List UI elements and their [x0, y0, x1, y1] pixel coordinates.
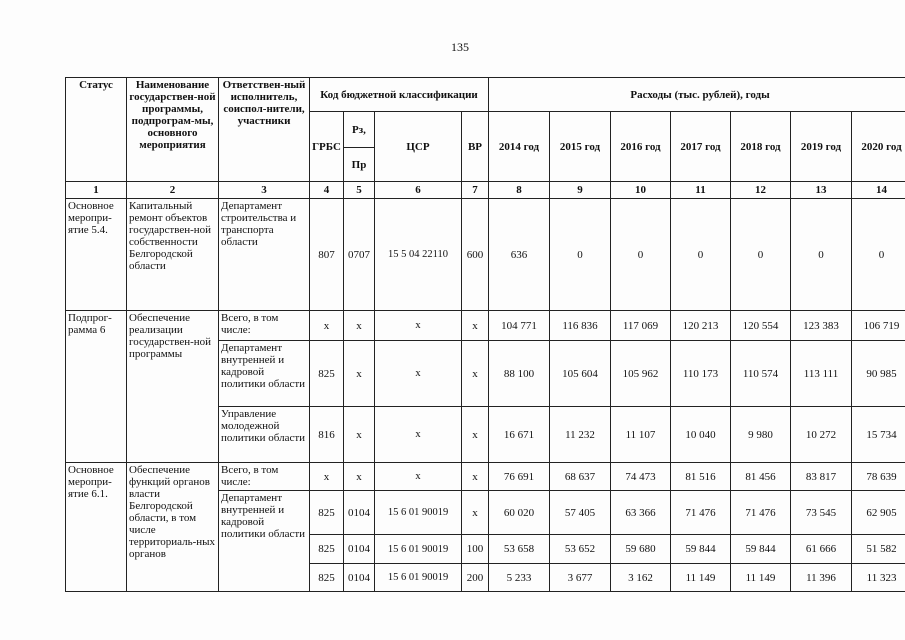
value-cell: 106 719	[852, 311, 905, 341]
table-row	[66, 311, 905, 341]
name-cell: Обеспечение функций органов власти Белгородской области, в том числе территориаль-ных органов	[127, 463, 219, 592]
executor-cell: Департамент строительства и транспорта области	[219, 199, 310, 311]
vr-cell: 200	[462, 564, 489, 592]
column-number: 7	[462, 182, 489, 199]
header-year: 2014 год	[489, 112, 550, 182]
value-cell: 116 836	[550, 311, 611, 341]
value-cell: 0	[852, 199, 905, 311]
executor-cell: Департамент внутренней и кадровой политики области	[219, 341, 310, 407]
rzpr-cell: 0104	[344, 535, 375, 564]
column-number: 6	[375, 182, 462, 199]
value-cell: 15 734	[852, 407, 905, 463]
grbs-cell: х	[310, 463, 344, 491]
value-cell: 60 020	[489, 491, 550, 535]
column-number: 9	[550, 182, 611, 199]
value-cell: 74 473	[611, 463, 671, 491]
value-cell: 11 396	[791, 564, 852, 592]
csr-cell: х	[375, 311, 462, 341]
value-cell: 104 771	[489, 311, 550, 341]
value-cell: 76 691	[489, 463, 550, 491]
column-number: 3	[219, 182, 310, 199]
value-cell: 68 637	[550, 463, 611, 491]
header-vr: ВР	[462, 112, 489, 182]
value-cell: 71 476	[671, 491, 731, 535]
value-cell: 78 639	[852, 463, 905, 491]
executor-cell: Управление молодежной политики области	[219, 407, 310, 463]
header-year: 2017 год	[671, 112, 731, 182]
header-csr: ЦСР	[375, 112, 462, 182]
name-cell: Капитальный ремонт объектов государствен-ной собственности Белгородской области	[127, 199, 219, 311]
value-cell: 0	[731, 199, 791, 311]
value-cell: 59 680	[611, 535, 671, 564]
value-cell: 117 069	[611, 311, 671, 341]
value-cell: 73 545	[791, 491, 852, 535]
value-cell: 11 149	[671, 564, 731, 592]
rzpr-cell: х	[344, 341, 375, 407]
header-grbs: ГРБС	[310, 112, 344, 182]
value-cell: 90 985	[852, 341, 905, 407]
vr-cell: х	[462, 463, 489, 491]
header-name: Наименование государствен-ной программы, подпрограм-мы, основного мероприятия	[127, 78, 219, 182]
value-cell: 81 456	[731, 463, 791, 491]
rzpr-cell: х	[344, 311, 375, 341]
column-number: 11	[671, 182, 731, 199]
column-number: 4	[310, 182, 344, 199]
column-number: 1	[66, 182, 127, 199]
grbs-cell: 825	[310, 491, 344, 535]
header-responsible: Ответствен-ный исполнитель, соиспол-нители, участники	[219, 78, 310, 182]
table-row	[66, 199, 905, 311]
value-cell: 3 162	[611, 564, 671, 592]
grbs-cell: 825	[310, 564, 344, 592]
value-cell: 11 107	[611, 407, 671, 463]
executor-cell: Всего, в том числе:	[219, 463, 310, 491]
value-cell: 88 100	[489, 341, 550, 407]
value-cell: 3 677	[550, 564, 611, 592]
header-year: 2018 год	[731, 112, 791, 182]
value-cell: 11 232	[550, 407, 611, 463]
value-cell: 9 980	[731, 407, 791, 463]
column-number: 8	[489, 182, 550, 199]
rzpr-cell: 0707	[344, 199, 375, 311]
value-cell: 10 272	[791, 407, 852, 463]
value-cell: 71 476	[731, 491, 791, 535]
header-status: Статус	[66, 78, 127, 182]
csr-cell: 15 5 04 22110	[375, 199, 462, 311]
vr-cell: х	[462, 491, 489, 535]
grbs-cell: 825	[310, 535, 344, 564]
value-cell: 120 213	[671, 311, 731, 341]
value-cell: 57 405	[550, 491, 611, 535]
vr-cell: 600	[462, 199, 489, 311]
column-number: 10	[611, 182, 671, 199]
value-cell: 83 817	[791, 463, 852, 491]
csr-cell: 15 6 01 90019	[375, 535, 462, 564]
status-cell: Основное меропри-ятие 6.1.	[66, 463, 127, 592]
column-number: 5	[344, 182, 375, 199]
value-cell: 11 323	[852, 564, 905, 592]
header-year: 2020 год	[852, 112, 905, 182]
column-number: 14	[852, 182, 905, 199]
executor-cell: Всего, в том числе:	[219, 311, 310, 341]
value-cell: 81 516	[671, 463, 731, 491]
grbs-cell: 816	[310, 407, 344, 463]
value-cell: 636	[489, 199, 550, 311]
value-cell: 110 173	[671, 341, 731, 407]
value-cell: 113 111	[791, 341, 852, 407]
csr-cell: 15 6 01 90019	[375, 564, 462, 592]
value-cell: 0	[611, 199, 671, 311]
rzpr-cell: 0104	[344, 491, 375, 535]
vr-cell: х	[462, 407, 489, 463]
value-cell: 59 844	[671, 535, 731, 564]
header-year: 2015 год	[550, 112, 611, 182]
name-cell: Обеспечение реализации государствен-ной программы	[127, 311, 219, 463]
header-rz: Рз,	[344, 112, 375, 148]
table-row	[66, 463, 905, 491]
value-cell: 0	[791, 199, 852, 311]
value-cell: 63 366	[611, 491, 671, 535]
value-cell: 120 554	[731, 311, 791, 341]
value-cell: 105 604	[550, 341, 611, 407]
value-cell: 0	[671, 199, 731, 311]
value-cell: 62 905	[852, 491, 905, 535]
column-number: 12	[731, 182, 791, 199]
grbs-cell: 825	[310, 341, 344, 407]
value-cell: 5 233	[489, 564, 550, 592]
value-cell: 110 574	[731, 341, 791, 407]
executor-cell: Департамент внутренней и кадровой политики области	[219, 491, 310, 592]
vr-cell: х	[462, 311, 489, 341]
csr-cell: х	[375, 463, 462, 491]
rzpr-cell: х	[344, 407, 375, 463]
column-number: 13	[791, 182, 852, 199]
vr-cell: х	[462, 341, 489, 407]
header-expenses: Расходы (тыс. рублей), годы	[489, 78, 905, 112]
status-cell: Основное меропри-ятие 5.4.	[66, 199, 127, 311]
header-pr: Пр	[344, 148, 375, 182]
csr-cell: х	[375, 407, 462, 463]
value-cell: 105 962	[611, 341, 671, 407]
value-cell: 53 652	[550, 535, 611, 564]
value-cell: 16 671	[489, 407, 550, 463]
budget-table	[65, 77, 905, 592]
header-year: 2019 год	[791, 112, 852, 182]
value-cell: 0	[550, 199, 611, 311]
header-budget-code: Код бюджетной классификации	[310, 78, 489, 112]
vr-cell: 100	[462, 535, 489, 564]
value-cell: 53 658	[489, 535, 550, 564]
grbs-cell: 807	[310, 199, 344, 311]
csr-cell: 15 6 01 90019	[375, 491, 462, 535]
rzpr-cell: 0104	[344, 564, 375, 592]
value-cell: 123 383	[791, 311, 852, 341]
grbs-cell: х	[310, 311, 344, 341]
header-year: 2016 год	[611, 112, 671, 182]
value-cell: 51 582	[852, 535, 905, 564]
value-cell: 11 149	[731, 564, 791, 592]
value-cell: 10 040	[671, 407, 731, 463]
column-number: 2	[127, 182, 219, 199]
csr-cell: х	[375, 341, 462, 407]
value-cell: 61 666	[791, 535, 852, 564]
rzpr-cell: х	[344, 463, 375, 491]
status-cell: Подпрог-рамма 6	[66, 311, 127, 463]
value-cell: 59 844	[731, 535, 791, 564]
page-number: 135	[451, 40, 469, 54]
